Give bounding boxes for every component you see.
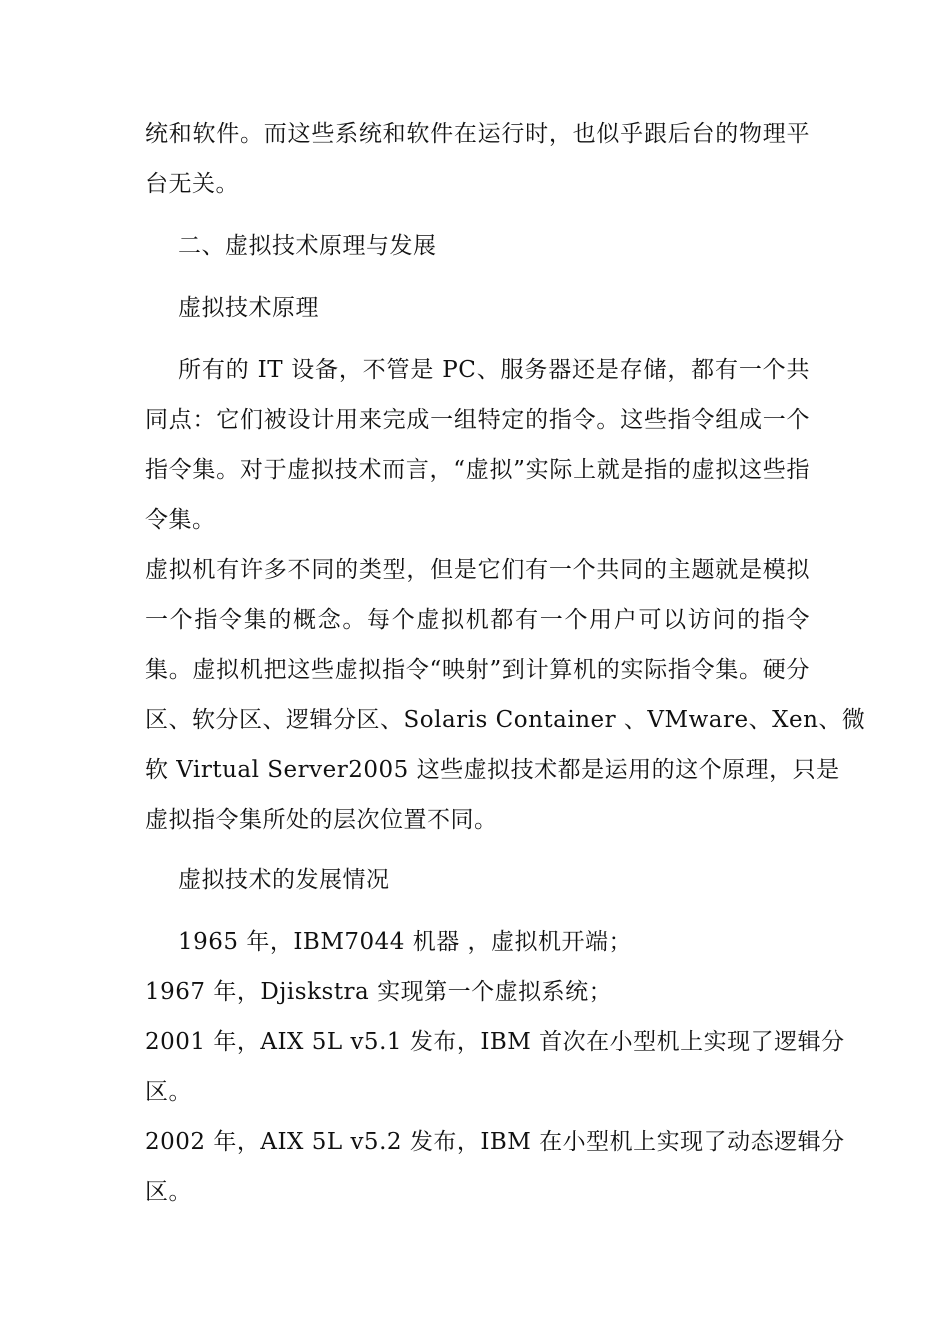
timeline-item: 2002 年，AIX 5L v5.2 发布，IBM 在小型机上实现了动态逻辑分	[145, 1129, 845, 1155]
paragraph-line: 软 Virtual Server2005 这些虚拟技术都是运用的这个原理，只是	[145, 757, 840, 783]
paragraph-line: 一个指令集的概念。每个虚拟机都有一个用户可以访问的指令	[145, 607, 810, 633]
paragraph-line: 所有的 IT 设备，不管是 PC、服务器还是存储，都有一个共	[178, 357, 810, 383]
paragraph-line: 统和软件。而这些系统和软件在运行时，也似乎跟后台的物理平	[145, 121, 810, 147]
paragraph-line: 区、软分区、逻辑分区、Solaris Container 、VMware、Xen、微	[145, 707, 866, 733]
timeline-item: 1965 年，IBM7044 机器 ，虚拟机开端；	[178, 929, 633, 955]
paragraph-line: 台无关。	[145, 171, 239, 197]
section-heading: 二、虚拟技术原理与发展	[178, 233, 437, 259]
paragraph-line: 虚拟机有许多不同的类型，但是它们有一个共同的主题就是模拟	[145, 557, 810, 583]
paragraph-line: 同点：它们被设计用来完成一组特定的指令。这些指令组成一个	[145, 407, 810, 433]
timeline-item: 2001 年，AIX 5L v5.1 发布，IBM 首次在小型机上实现了逻辑分	[145, 1029, 845, 1055]
paragraph-line: 指令集。对于虚拟技术而言，“虚拟”实际上就是指的虚拟这些指	[145, 457, 810, 483]
timeline-item-continuation: 区。	[145, 1079, 192, 1105]
paragraph-line: 集。虚拟机把这些虚拟指令“映射”到计算机的实际指令集。硬分	[145, 657, 810, 683]
paragraph-line: 虚拟指令集所处的层次位置不同。	[145, 807, 498, 833]
subsection-heading: 虚拟技术的发展情况	[178, 867, 390, 893]
paragraph-line: 令集。	[145, 507, 216, 533]
subsection-heading: 虚拟技术原理	[178, 295, 319, 321]
timeline-item: 1967 年，Djiskstra 实现第一个虚拟系统；	[145, 979, 613, 1005]
timeline-item-continuation: 区。	[145, 1179, 192, 1205]
